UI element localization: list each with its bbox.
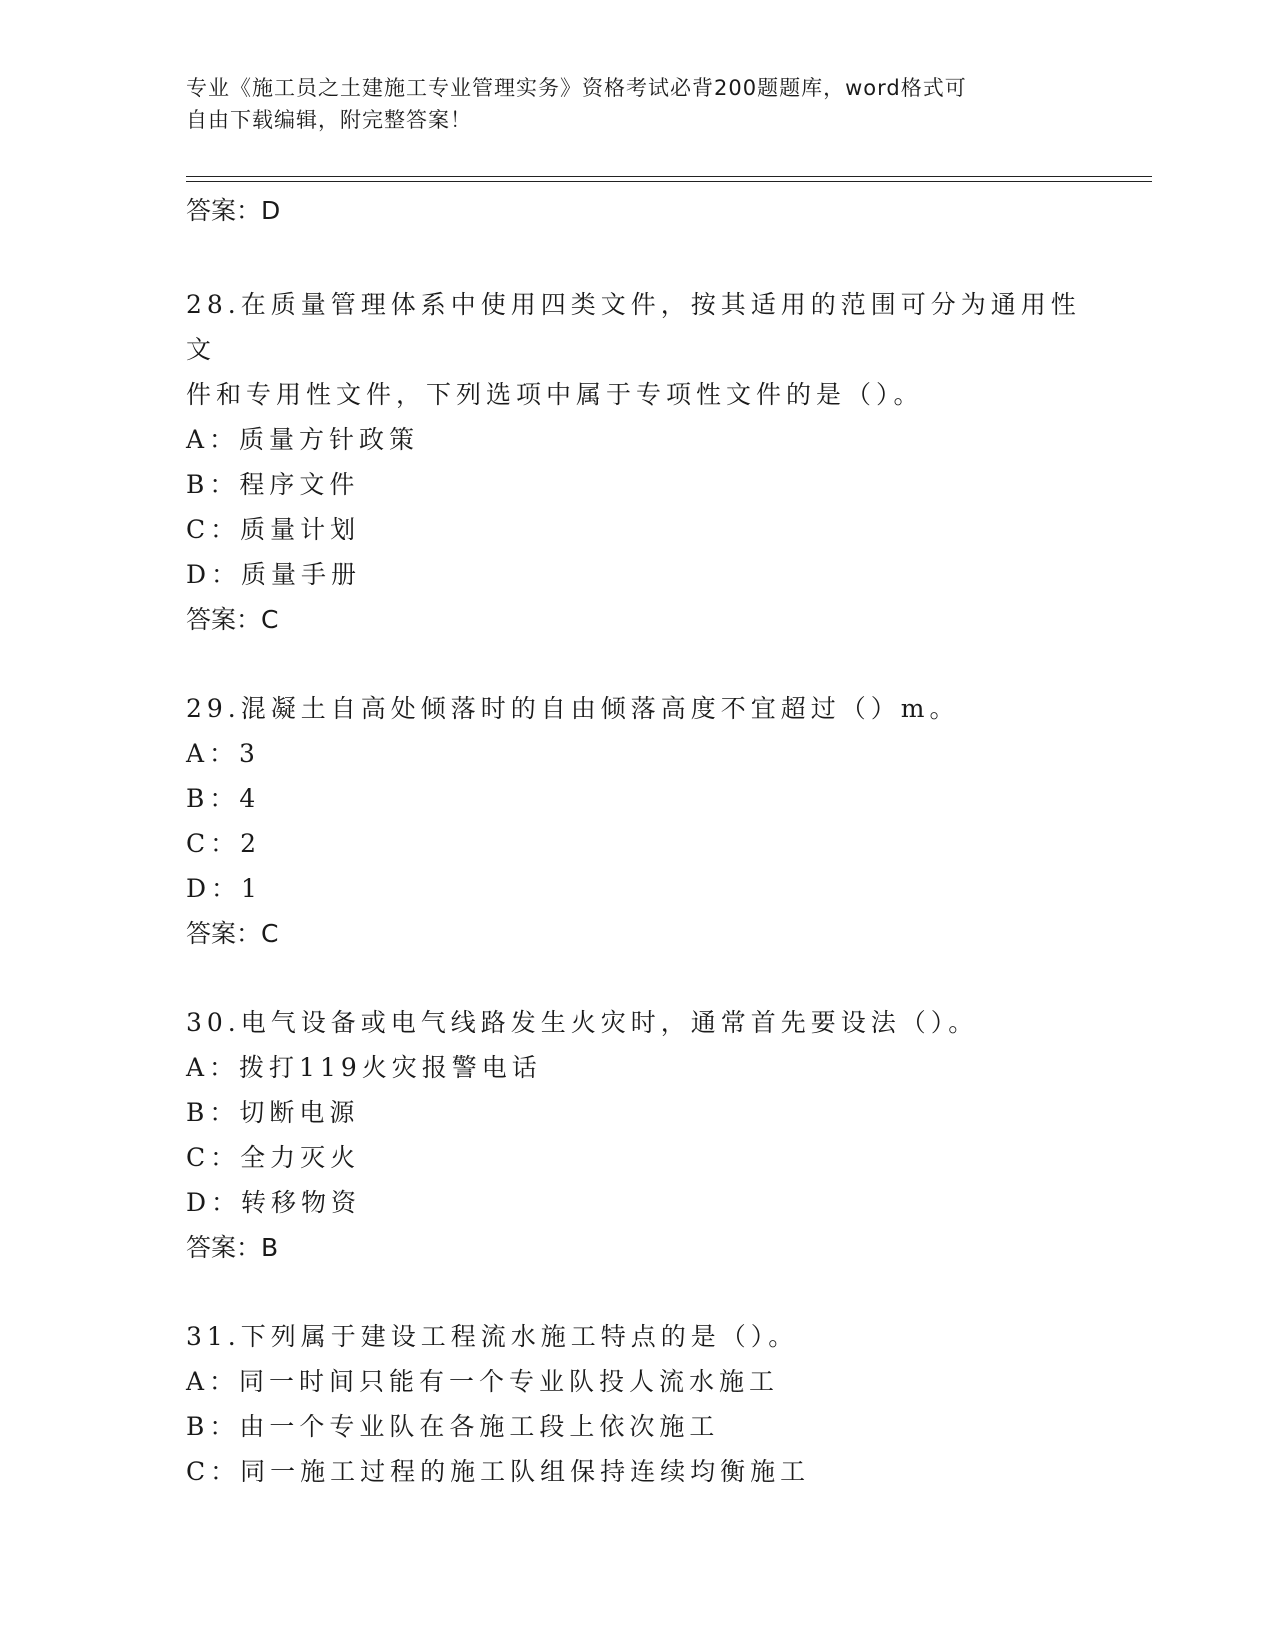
- option-b: B：切断电源: [186, 1098, 360, 1127]
- header-rule-top: [186, 176, 1152, 177]
- question-stem-line: 件和专用性文件，下列选项中属于专项性文件的是（）。: [186, 380, 924, 409]
- option-b: B：程序文件: [186, 470, 360, 499]
- question-stem: 29.混凝土自高处倾落时的自由倾落高度不宜超过（）m。: [186, 694, 960, 723]
- option-c: C：同一施工过程的施工队组保持连续均衡施工: [186, 1457, 811, 1486]
- answer: 答案：C: [186, 919, 279, 948]
- option-a: A：质量方针政策: [186, 425, 420, 454]
- header-line-2: 自由下载编辑，附完整答案！: [186, 108, 472, 132]
- option-d: D：1: [186, 874, 262, 903]
- option-d: D：转移物资: [186, 1188, 362, 1217]
- question-29: [186, 686, 1086, 956]
- document-header: [186, 72, 1066, 136]
- question-stem: 30.电气设备或电气线路发生火灾时，通常首先要设法（）。: [186, 1008, 979, 1037]
- option-d: D：质量手册: [186, 560, 362, 589]
- option-b: B：由一个专业队在各施工段上依次施工: [186, 1412, 720, 1441]
- question-31: [186, 1314, 1086, 1494]
- previous-answer: 答案：D: [186, 196, 281, 225]
- option-c: C：全力灭火: [186, 1143, 361, 1172]
- question-stem: [186, 282, 1086, 417]
- header-rule-bottom: [186, 181, 1152, 182]
- option-a: A：3: [186, 739, 260, 768]
- header-line-1: 专业《施工员之土建施工专业管理实务》资格考试必背200题题库，word格式可: [186, 76, 967, 100]
- option-b: B：4: [186, 784, 261, 813]
- question-list: [186, 282, 1086, 1538]
- option-c: C：质量计划: [186, 515, 361, 544]
- answer: 答案：B: [186, 1233, 279, 1262]
- answer: 答案：C: [186, 605, 279, 634]
- question-stem-line: 28.在质量管理体系中使用四类文件，按其适用的范围可分为通用性文: [186, 290, 1081, 364]
- question-30: [186, 1000, 1086, 1270]
- question-stem: 31.下列属于建设工程流水施工特点的是（）。: [186, 1322, 799, 1351]
- option-a: A：拨打119火灾报警电话: [186, 1053, 542, 1082]
- option-a: A：同一时间只能有一个专业队投人流水施工: [186, 1367, 780, 1396]
- option-c: C：2: [186, 829, 262, 858]
- question-28: [186, 282, 1086, 642]
